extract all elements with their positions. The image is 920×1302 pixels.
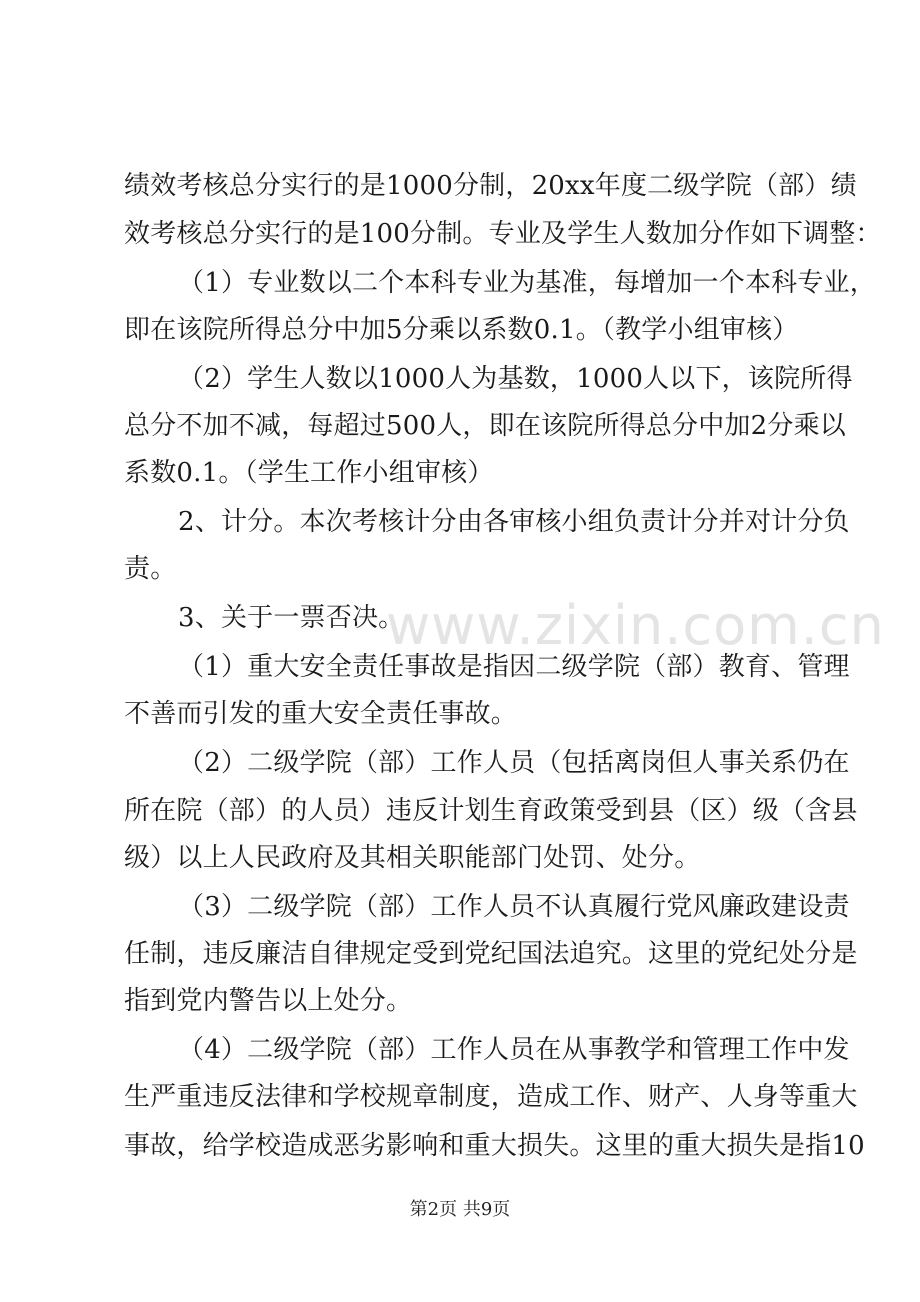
text-line: 总分不加不减，每超过500人，即在该院所得总分中加2分乘以: [124, 411, 846, 441]
text-line: （1）重大安全责任事故是指因二级学院（部）教育、管理: [178, 652, 850, 682]
text-line: 系数0.1。（学生工作小组审核）: [124, 458, 494, 488]
text-line: 级）以上人民政府及其相关职能部门处罚、处分。: [124, 843, 701, 873]
text-line: （4）二级学院（部）工作人员在从事教学和管理工作中发: [178, 1035, 850, 1065]
text-line: 所在院（部）的人员）违反计划生育政策受到县（区）级（含县: [124, 796, 858, 826]
text-line: （1）专业数以二个本科专业为基准，每增加一个本科专业，: [178, 268, 876, 298]
text-line: （3）二级学院（部）工作人员不认真履行党风廉政建设责: [178, 892, 850, 922]
text-line: 任制，违反廉洁自律规定受到党纪国法追究。这里的党纪处分是: [124, 939, 858, 969]
page-footer: 第2页 共9页: [409, 1199, 511, 1220]
text-line: 绩效考核总分实行的是1000分制，20xx年度二级学院（部）绩: [124, 171, 857, 201]
text-line: （2）学生人数以1000人为基数，1000人以下，该院所得: [178, 364, 853, 394]
text-line: 责。: [124, 554, 177, 584]
text-line: 2、计分。本次考核计分由各审核小组负责计分并对计分负: [178, 507, 850, 537]
text-line: 事故，给学校造成恶劣影响和重大损失。这里的重大损失是指10: [124, 1131, 865, 1161]
text-line: 效考核总分实行的是100分制。专业及学生人数加分作如下调整：: [124, 219, 882, 249]
text-line: 即在该院所得总分中加5分乘以系数0.1。（教学小组审核）: [124, 315, 799, 345]
watermark: www.zixin.com.cn: [386, 594, 885, 657]
text-line: 不善而引发的重大安全责任事故。: [124, 699, 518, 729]
text-line: 3、关于一票否决。: [178, 603, 405, 633]
text-line: （2）二级学院（部）工作人员（包括离岗但人事关系仍在: [178, 748, 850, 778]
text-line: 指到党内警告以上处分。: [124, 986, 413, 1016]
text-line: 生严重违反法律和学校规章制度，造成工作、财产、人身等重大: [124, 1082, 858, 1112]
